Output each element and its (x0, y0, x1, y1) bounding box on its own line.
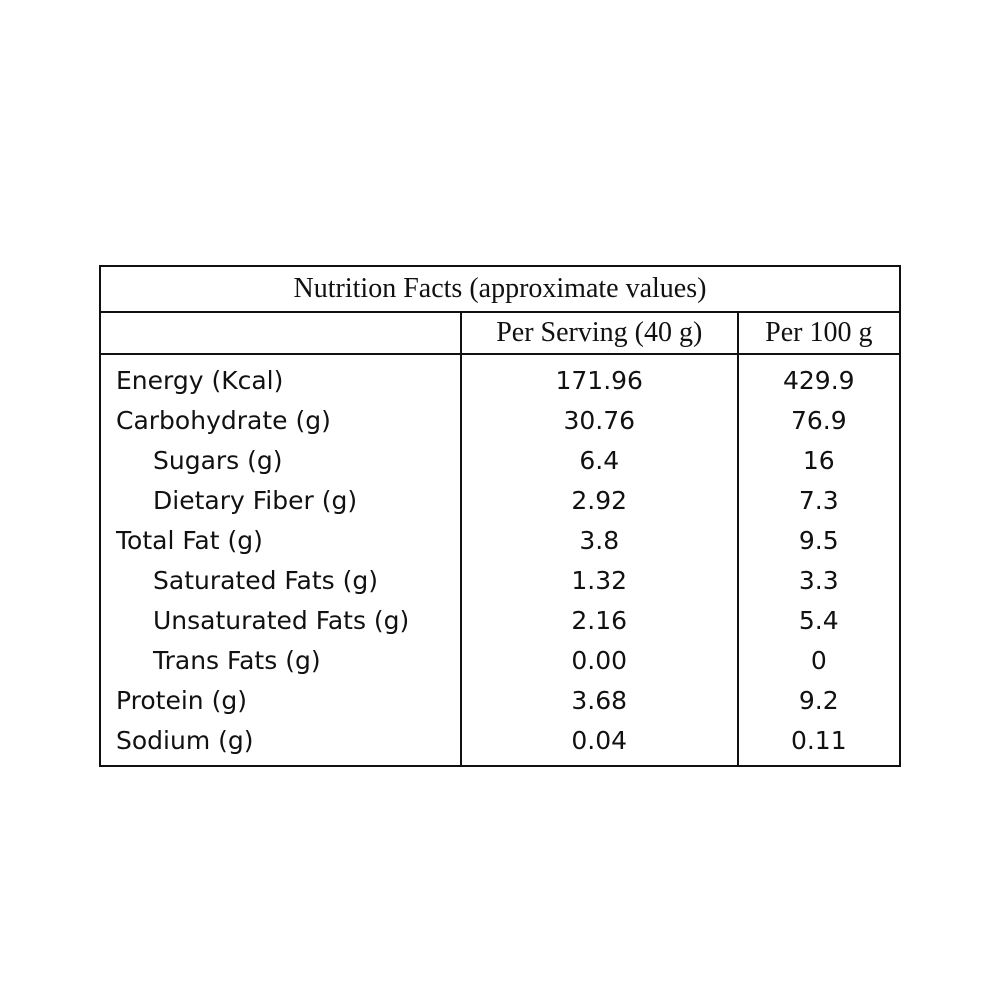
per-100g-value: 5.4 (738, 601, 900, 641)
per-serving-value: 0.04 (461, 721, 738, 766)
per-serving-value: 3.8 (461, 521, 738, 561)
per-100g-value: 7.3 (738, 481, 900, 521)
nutrient-label: Trans Fats (g) (100, 641, 461, 681)
nutrient-label: Energy (Kcal) (100, 354, 461, 401)
per-serving-value: 171.96 (461, 354, 738, 401)
nutrient-label: Total Fat (g) (100, 521, 461, 561)
table-title: Nutrition Facts (approximate values) (100, 266, 900, 312)
nutrient-label: Unsaturated Fats (g) (100, 601, 461, 641)
nutrient-label: Dietary Fiber (g) (100, 481, 461, 521)
table-row (100, 354, 900, 401)
title-row (100, 266, 900, 312)
nutrient-label: Protein (g) (100, 681, 461, 721)
table-row (100, 601, 900, 641)
nutrition-table-body (100, 266, 900, 766)
nutrient-label: Sugars (g) (100, 441, 461, 481)
per-100g-value: 76.9 (738, 401, 900, 441)
per-100g-value: 0.11 (738, 721, 900, 766)
nutrient-label: Carbohydrate (g) (100, 401, 461, 441)
per-serving-value: 2.92 (461, 481, 738, 521)
nutrition-facts-table (99, 265, 901, 767)
table-row (100, 441, 900, 481)
table-row (100, 561, 900, 601)
table-row (100, 641, 900, 681)
table-row (100, 681, 900, 721)
per-100g-value: 16 (738, 441, 900, 481)
per-serving-value: 0.00 (461, 641, 738, 681)
per-100g-value: 9.2 (738, 681, 900, 721)
per-100g-value: 429.9 (738, 354, 900, 401)
header-row (100, 312, 900, 354)
table-row (100, 481, 900, 521)
nutrient-label: Sodium (g) (100, 721, 461, 766)
per-serving-value: 1.32 (461, 561, 738, 601)
per-100g-value: 0 (738, 641, 900, 681)
table-row (100, 521, 900, 561)
nutrient-label: Saturated Fats (g) (100, 561, 461, 601)
table-row (100, 721, 900, 766)
per-serving-value: 3.68 (461, 681, 738, 721)
per-serving-value: 6.4 (461, 441, 738, 481)
per-100g-value: 9.5 (738, 521, 900, 561)
column-header-per-serving: Per Serving (40 g) (461, 312, 738, 354)
table-row (100, 401, 900, 441)
per-serving-value: 2.16 (461, 601, 738, 641)
column-header-per-100g: Per 100 g (738, 312, 900, 354)
per-100g-value: 3.3 (738, 561, 900, 601)
per-serving-value: 30.76 (461, 401, 738, 441)
column-header-label (100, 312, 461, 354)
